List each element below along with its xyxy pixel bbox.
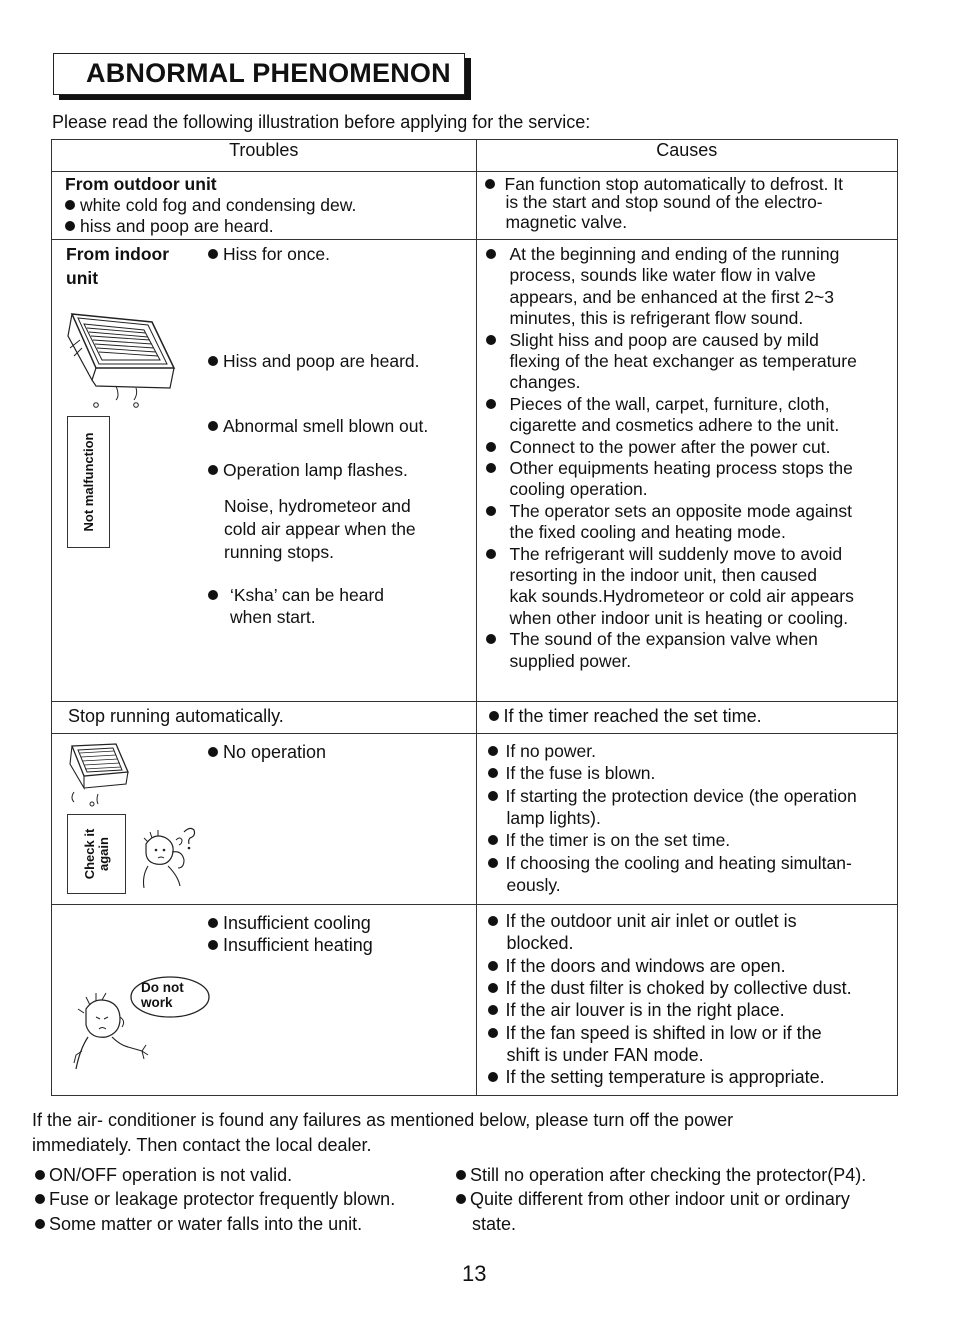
- cause-item: If the doors and windows are open.: [488, 956, 786, 978]
- bullet-icon: [65, 221, 75, 231]
- insufficient-trouble-item: Insufficient cooling: [208, 913, 371, 935]
- bullet-icon: [488, 916, 498, 926]
- bullet-icon: [488, 746, 498, 756]
- footer-left-item: Some matter or water falls into the unit.: [35, 1212, 362, 1236]
- indoor-trouble-line: when start.: [230, 607, 316, 627]
- bullet-icon: [488, 1072, 498, 1082]
- bullet-icon: [208, 421, 218, 431]
- troubles-header: Troubles: [52, 140, 477, 172]
- insufficient-causes-cell: [476, 905, 898, 1096]
- indoor-trouble-item: Abnormal smell blown out.: [208, 416, 428, 438]
- bullet-icon: [488, 961, 498, 971]
- upset-person-icon: [72, 991, 154, 1073]
- cause-line: when other indoor unit is heating or cooling.: [509, 607, 849, 628]
- indoor-trouble-item: Hiss for once.: [208, 244, 330, 266]
- cause-item: Pieces of the wall, carpet, furniture, cloth,: [486, 394, 830, 416]
- cassette-unit-small-icon: [68, 740, 134, 808]
- bullet-icon: [35, 1170, 45, 1180]
- indoor-heading: unit: [66, 268, 99, 288]
- indoor-trouble-line: cold air appear when the: [224, 519, 416, 539]
- cause-item: If the timer is on the set time.: [488, 830, 731, 852]
- bullet-icon: [485, 179, 495, 189]
- cause-item: If choosing the cooling and heating simultan-: [488, 853, 852, 875]
- bullet-icon: [488, 768, 498, 778]
- cause-item: The sound of the expansion valve when: [486, 629, 818, 651]
- footer-right-item: Quite different from other indoor unit or ordinary: [456, 1187, 850, 1211]
- outdoor-cause-line: is the start and stop sound of the electro-: [505, 192, 823, 212]
- indoor-troubles-cell: [52, 240, 477, 702]
- cause-line: cooling operation.: [509, 479, 648, 500]
- bullet-icon: [65, 200, 75, 210]
- cause-item: The operator sets an opposite mode against: [486, 501, 852, 523]
- bullet-icon: [488, 835, 498, 845]
- cause-item: If no power.: [488, 741, 596, 763]
- cause-item: Slight hiss and poop are caused by mild: [486, 330, 819, 352]
- indoor-causes-cell: [476, 240, 898, 702]
- cause-item: If the outdoor unit air inlet or outlet is: [488, 911, 797, 933]
- nooperation-causes-cell: [476, 734, 898, 905]
- cause-item: Other equipments heating process stops the: [486, 458, 853, 480]
- bullet-icon: [208, 590, 218, 600]
- footer-warning-line: If the air- conditioner is found any failures as mentioned below, please turn off the power: [32, 1110, 734, 1130]
- bullet-icon: [208, 918, 218, 928]
- stop-trouble: Stop running automatically.: [68, 706, 284, 726]
- outdoor-heading: From outdoor unit: [65, 174, 217, 194]
- causes-header: Causes: [476, 140, 898, 172]
- outdoor-trouble-item: white cold fog and condensing dew.: [65, 195, 356, 217]
- bullet-icon: [486, 442, 496, 452]
- footer-left-item: ON/OFF operation is not valid.: [35, 1163, 292, 1187]
- troubles-table: [51, 139, 898, 1096]
- check-again-label: Check it again: [67, 814, 126, 894]
- cause-line: resorting in the indoor unit, then caused: [509, 565, 817, 585]
- bullet-icon: [208, 465, 218, 475]
- bullet-icon: [488, 1005, 498, 1015]
- outdoor-cause-line: magnetic valve.: [505, 212, 628, 232]
- indoor-heading: From indoor: [66, 244, 170, 264]
- indoor-trouble-line: Noise, hydrometeor and: [224, 496, 411, 516]
- bullet-icon: [486, 549, 496, 559]
- cause-line: minutes, this is refrigerant flow sound.: [509, 308, 804, 329]
- not-malfunction-label: Not malfunction: [67, 416, 110, 548]
- bullet-icon: [208, 940, 218, 950]
- footer-warning-line: immediately. Then contact the local dealer.: [32, 1135, 372, 1155]
- cause-line: appears, and be enhanced at the first 2~3: [509, 286, 834, 307]
- indoor-trouble-line: running stops.: [224, 542, 334, 562]
- cause-item: Connect to the power after the power cut.: [486, 437, 831, 459]
- indoor-trouble-item: Hiss and poop are heard.: [208, 351, 420, 373]
- cause-item: At the beginning and ending of the running: [486, 244, 840, 266]
- nooperation-trouble-cell: [52, 734, 477, 905]
- footer-left-item: Fuse or leakage protector frequently blown.: [35, 1187, 395, 1211]
- cause-line: cigarette and cosmetics adhere to the unit.: [509, 415, 840, 436]
- bullet-icon: [456, 1170, 466, 1180]
- cause-item: If starting the protection device (the operation: [488, 786, 857, 808]
- bullet-icon: [489, 711, 499, 721]
- cause-line: changes.: [509, 372, 581, 393]
- bullet-icon: [488, 791, 498, 801]
- bullet-icon: [35, 1194, 45, 1204]
- cause-item: If the fan speed is shifted in low or if the: [488, 1023, 822, 1045]
- footer-right-line: state.: [472, 1214, 517, 1234]
- puzzled-person-icon: [138, 822, 198, 890]
- bullet-icon: [486, 506, 496, 516]
- cause-line: the fixed cooling and heating mode.: [509, 522, 786, 543]
- intro-text: Please read the following illustration before applying for the service:: [52, 112, 591, 132]
- cause-item: If the fuse is blown.: [488, 763, 656, 785]
- outdoor-cause-cell: [476, 172, 898, 240]
- bullet-icon: [208, 249, 218, 259]
- cause-line: flexing of the heat exchanger as temperature: [509, 351, 857, 371]
- indoor-trouble-item: ‘Ksha’ can be heard: [208, 585, 384, 607]
- cause-item: If the air louver is in the right place.: [488, 1000, 785, 1022]
- nooperation-trouble: No operation: [208, 742, 326, 764]
- stop-cause: If the timer reached the set time.: [489, 706, 762, 728]
- footer-right-item: Still no operation after checking the protector(P4).: [456, 1163, 866, 1187]
- bullet-icon: [35, 1219, 45, 1229]
- stop-trouble-cell: [52, 702, 477, 734]
- outdoor-cause-item: Fan function stop automatically to defrost. It: [485, 174, 844, 196]
- cause-line: lamp lights).: [506, 807, 601, 828]
- cause-line: process, sounds like water flow in valve: [509, 265, 816, 286]
- page-title: ABNORMAL PHENOMENON: [86, 58, 451, 88]
- cassette-unit-icon: [66, 308, 178, 410]
- stop-cause-cell: [476, 702, 898, 734]
- bullet-icon: [488, 858, 498, 868]
- cause-line: eously.: [506, 874, 561, 895]
- bullet-icon: [456, 1194, 466, 1204]
- page-number: 13: [462, 1261, 487, 1286]
- outdoor-troubles-cell: [52, 172, 477, 240]
- cause-item: If the setting temperature is appropriate.: [488, 1067, 825, 1089]
- insufficient-trouble-cell: [52, 905, 477, 1096]
- cause-line: blocked.: [506, 933, 574, 954]
- bullet-icon: [488, 1028, 498, 1038]
- insufficient-trouble-item: Insufficient heating: [208, 935, 373, 957]
- cause-line: shift is under FAN mode.: [506, 1044, 704, 1065]
- bullet-icon: [208, 356, 218, 366]
- cause-line: supplied power.: [509, 650, 632, 671]
- bullet-icon: [486, 335, 496, 345]
- bullet-icon: [486, 463, 496, 473]
- bullet-icon: [486, 399, 496, 409]
- bubble-text: Do not work: [141, 980, 184, 1010]
- bullet-icon: [488, 983, 498, 993]
- cause-line: kak sounds.Hydrometeor or cold air appears: [509, 586, 854, 607]
- cause-item: The refrigerant will suddenly move to avoid: [486, 544, 843, 566]
- outdoor-trouble-item: hiss and poop are heard.: [65, 216, 274, 238]
- bullet-icon: [486, 249, 496, 259]
- bullet-icon: [208, 747, 218, 757]
- bullet-icon: [486, 634, 496, 644]
- indoor-trouble-item: Operation lamp flashes.: [208, 460, 408, 482]
- cause-item: If the dust filter is choked by collective dust.: [488, 978, 852, 1000]
